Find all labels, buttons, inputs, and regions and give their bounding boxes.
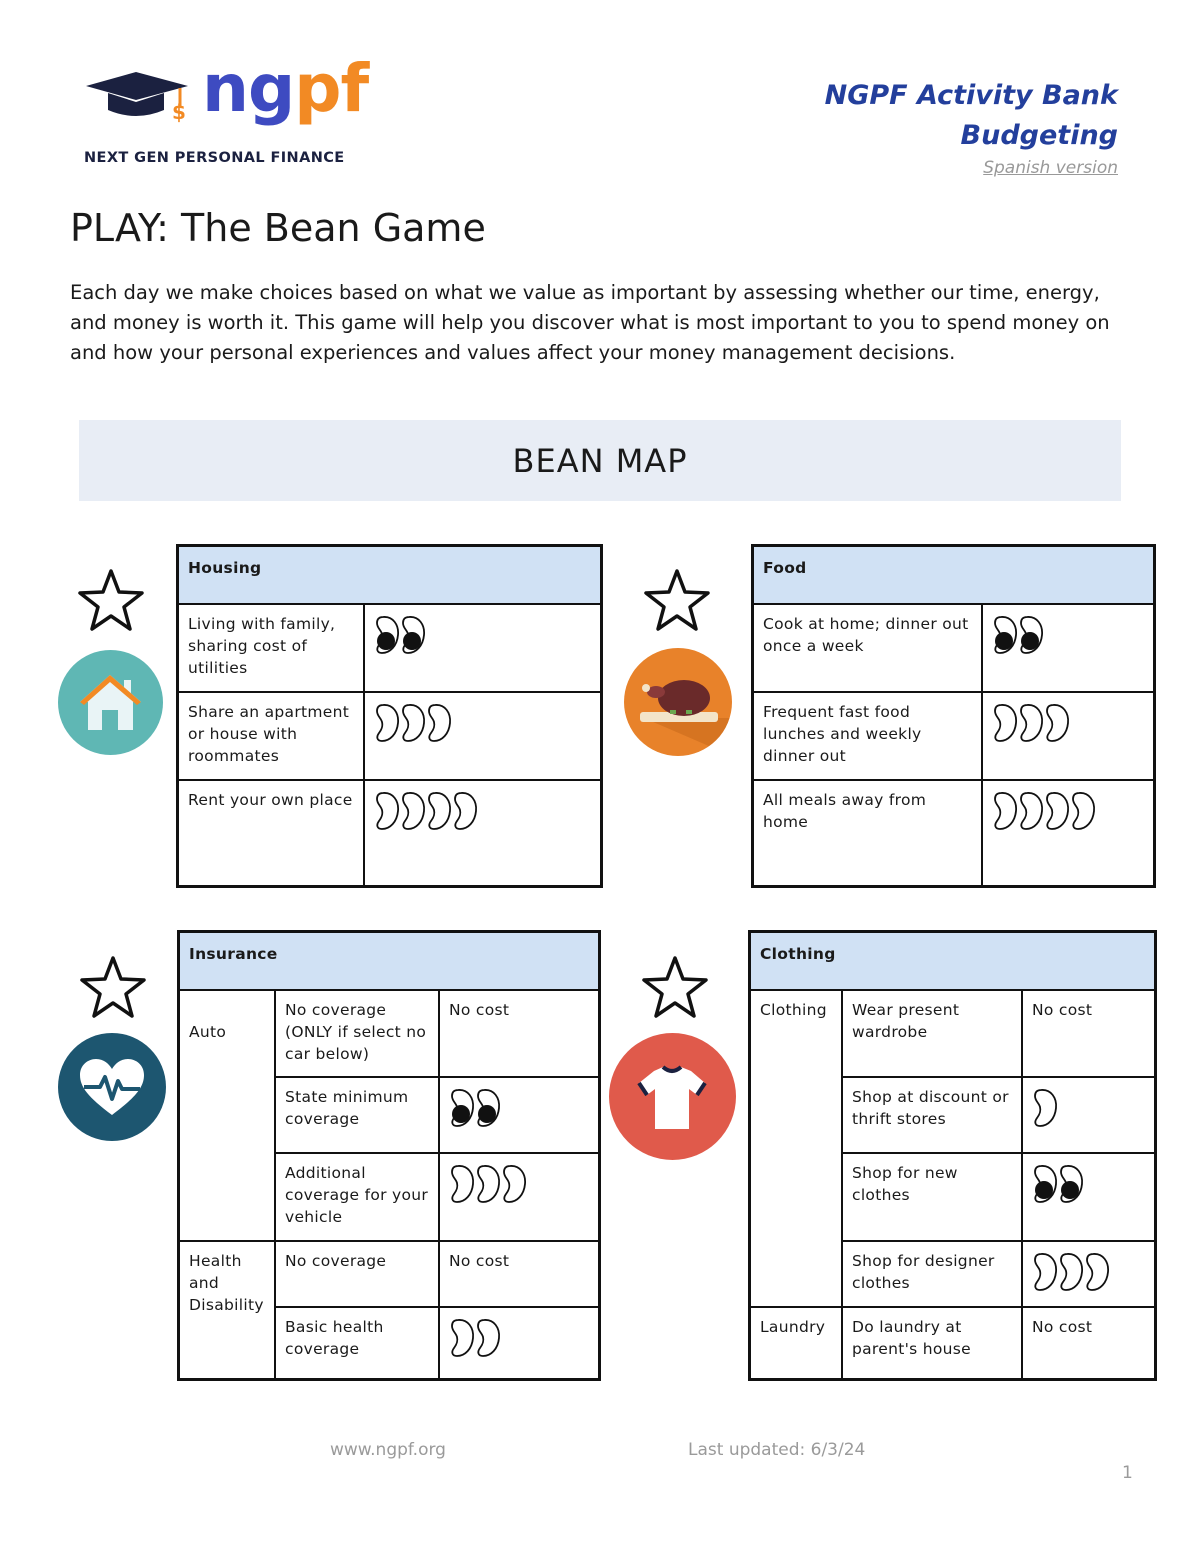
bean-cell — [439, 1307, 600, 1379]
footer-last-updated: Last updated: 6/3/24 — [688, 1440, 866, 1460]
star-icon[interactable] — [643, 568, 711, 632]
food-option: Cook at home; dinner out once a week — [753, 604, 983, 692]
bean-group — [1032, 1162, 1145, 1204]
bean-cell — [982, 692, 1155, 780]
insurance-option: State minimum coverage — [275, 1077, 439, 1153]
filled-bean-icon — [400, 615, 427, 655]
bean-icon — [449, 1318, 476, 1358]
header-right — [825, 76, 1118, 180]
insurance-cost: No cost — [439, 1241, 600, 1307]
bean-icon — [374, 703, 401, 743]
bean-group — [992, 789, 1144, 831]
filled-bean-icon — [374, 615, 401, 655]
footer-website-link[interactable]: www.ngpf.org — [330, 1440, 446, 1460]
food-header: Food — [753, 546, 1155, 605]
insurance-option: No coverage (ONLY if select no car below) — [275, 990, 439, 1077]
bean-icon — [452, 791, 479, 831]
bean-group — [449, 1086, 589, 1128]
bean-group — [1032, 1250, 1145, 1292]
filled-bean-icon — [1018, 615, 1045, 655]
bean-cell — [439, 1077, 600, 1153]
clothing-table — [748, 930, 1157, 1381]
page-title: PLAY: The Bean Game — [70, 206, 486, 250]
bean-group — [992, 613, 1144, 655]
ngpf-logo — [84, 50, 384, 172]
bean-icon — [374, 791, 401, 831]
logo-tagline: NEXT GEN PERSONAL FINANCE — [84, 150, 345, 166]
clothing-option: Wear present wardrobe — [842, 990, 1022, 1077]
housing-header: Housing — [178, 546, 602, 605]
bean-icon — [1032, 1252, 1059, 1292]
bean-icon — [1058, 1252, 1085, 1292]
bean-cell — [1022, 1153, 1156, 1241]
food-option: All meals away from home — [753, 780, 983, 886]
bean-icon — [426, 703, 453, 743]
bean-map-banner: BEAN MAP — [79, 420, 1121, 501]
graduation-cap-icon — [84, 64, 202, 124]
insurance-option: Basic health coverage — [275, 1307, 439, 1379]
housing-table — [176, 544, 603, 888]
bean-group — [1032, 1086, 1145, 1128]
bean-icon — [426, 791, 453, 831]
bean-group — [449, 1316, 589, 1358]
heart-pulse-icon — [58, 1033, 166, 1141]
bean-icon — [1032, 1088, 1059, 1128]
bean-icon — [1018, 791, 1045, 831]
star-icon[interactable] — [79, 955, 147, 1019]
bean-icon — [1018, 703, 1045, 743]
bean-icon — [992, 791, 1019, 831]
bean-group — [992, 701, 1144, 743]
spanish-version-link[interactable]: Spanish version — [983, 158, 1118, 178]
insurance-header: Insurance — [179, 932, 600, 991]
intro-paragraph: Each day we make choices based on what we value as important by assessing whether our time, energy, and money is worth it. This game will help you discover what is most important to you to spend money on and how your personal experiences and values affect your money management decisions. — [70, 281, 1110, 364]
insurance-option: Additional coverage for your vehicle — [275, 1153, 439, 1241]
insurance-option: No coverage — [275, 1241, 439, 1307]
bean-cell — [982, 780, 1155, 886]
bean-cell — [364, 780, 602, 886]
bean-cell — [1022, 1077, 1156, 1153]
housing-option: Rent your own place — [178, 780, 365, 886]
clothing-option: Shop at discount or thrift stores — [842, 1077, 1022, 1153]
bean-icon — [475, 1164, 502, 1204]
bean-group — [449, 1162, 589, 1204]
logo-wordmark: ngpf — [202, 50, 369, 127]
bean-cell — [982, 604, 1155, 692]
roast-turkey-icon — [624, 648, 732, 756]
filled-bean-icon — [475, 1088, 502, 1128]
clothing-header: Clothing — [750, 932, 1156, 991]
bean-icon — [1070, 791, 1097, 831]
bean-icon — [475, 1318, 502, 1358]
bean-icon — [1044, 791, 1071, 831]
food-option: Frequent fast food lunches and weekly dinner out — [753, 692, 983, 780]
filled-bean-icon — [1032, 1164, 1059, 1204]
clothing-option: Shop for designer clothes — [842, 1241, 1022, 1307]
bean-icon — [992, 703, 1019, 743]
bean-group — [374, 789, 591, 831]
clothing-option: Shop for new clothes — [842, 1153, 1022, 1241]
clothing-cost: No cost — [1022, 990, 1156, 1077]
bean-icon — [501, 1164, 528, 1204]
bean-group — [374, 613, 591, 655]
clothing-category: Laundry — [750, 1307, 843, 1379]
tshirt-icon — [609, 1033, 736, 1160]
filled-bean-icon — [449, 1088, 476, 1128]
bean-cell — [364, 604, 602, 692]
insurance-table — [177, 930, 601, 1381]
bean-icon — [1084, 1252, 1111, 1292]
bean-cell — [1022, 1241, 1156, 1307]
svg-text:$: $ — [172, 100, 186, 124]
bean-group — [374, 701, 591, 743]
house-icon — [58, 650, 163, 755]
housing-option: Share an apartment or house with roommates — [178, 692, 365, 780]
activity-bank-title: NGPF Activity Bank — [824, 80, 1118, 111]
bean-icon — [400, 791, 427, 831]
unit-title: Budgeting — [960, 120, 1118, 151]
bean-cell — [364, 692, 602, 780]
insurance-category: Auto — [179, 990, 276, 1241]
filled-bean-icon — [992, 615, 1019, 655]
housing-option: Living with family, sharing cost of utilities — [178, 604, 365, 692]
clothing-option: Do laundry at parent's house — [842, 1307, 1022, 1379]
bean-icon — [1044, 703, 1071, 743]
bean-icon — [400, 703, 427, 743]
star-icon[interactable] — [77, 568, 145, 632]
filled-bean-icon — [1058, 1164, 1085, 1204]
star-icon[interactable] — [641, 955, 709, 1019]
page-number: 1 — [1122, 1463, 1133, 1483]
insurance-cost: No cost — [439, 990, 600, 1077]
bean-icon — [449, 1164, 476, 1204]
clothing-cost: No cost — [1022, 1307, 1156, 1379]
bean-cell — [439, 1153, 600, 1241]
clothing-category: Clothing — [750, 990, 843, 1307]
insurance-category: Health and Disability — [179, 1241, 276, 1379]
food-table — [751, 544, 1156, 888]
